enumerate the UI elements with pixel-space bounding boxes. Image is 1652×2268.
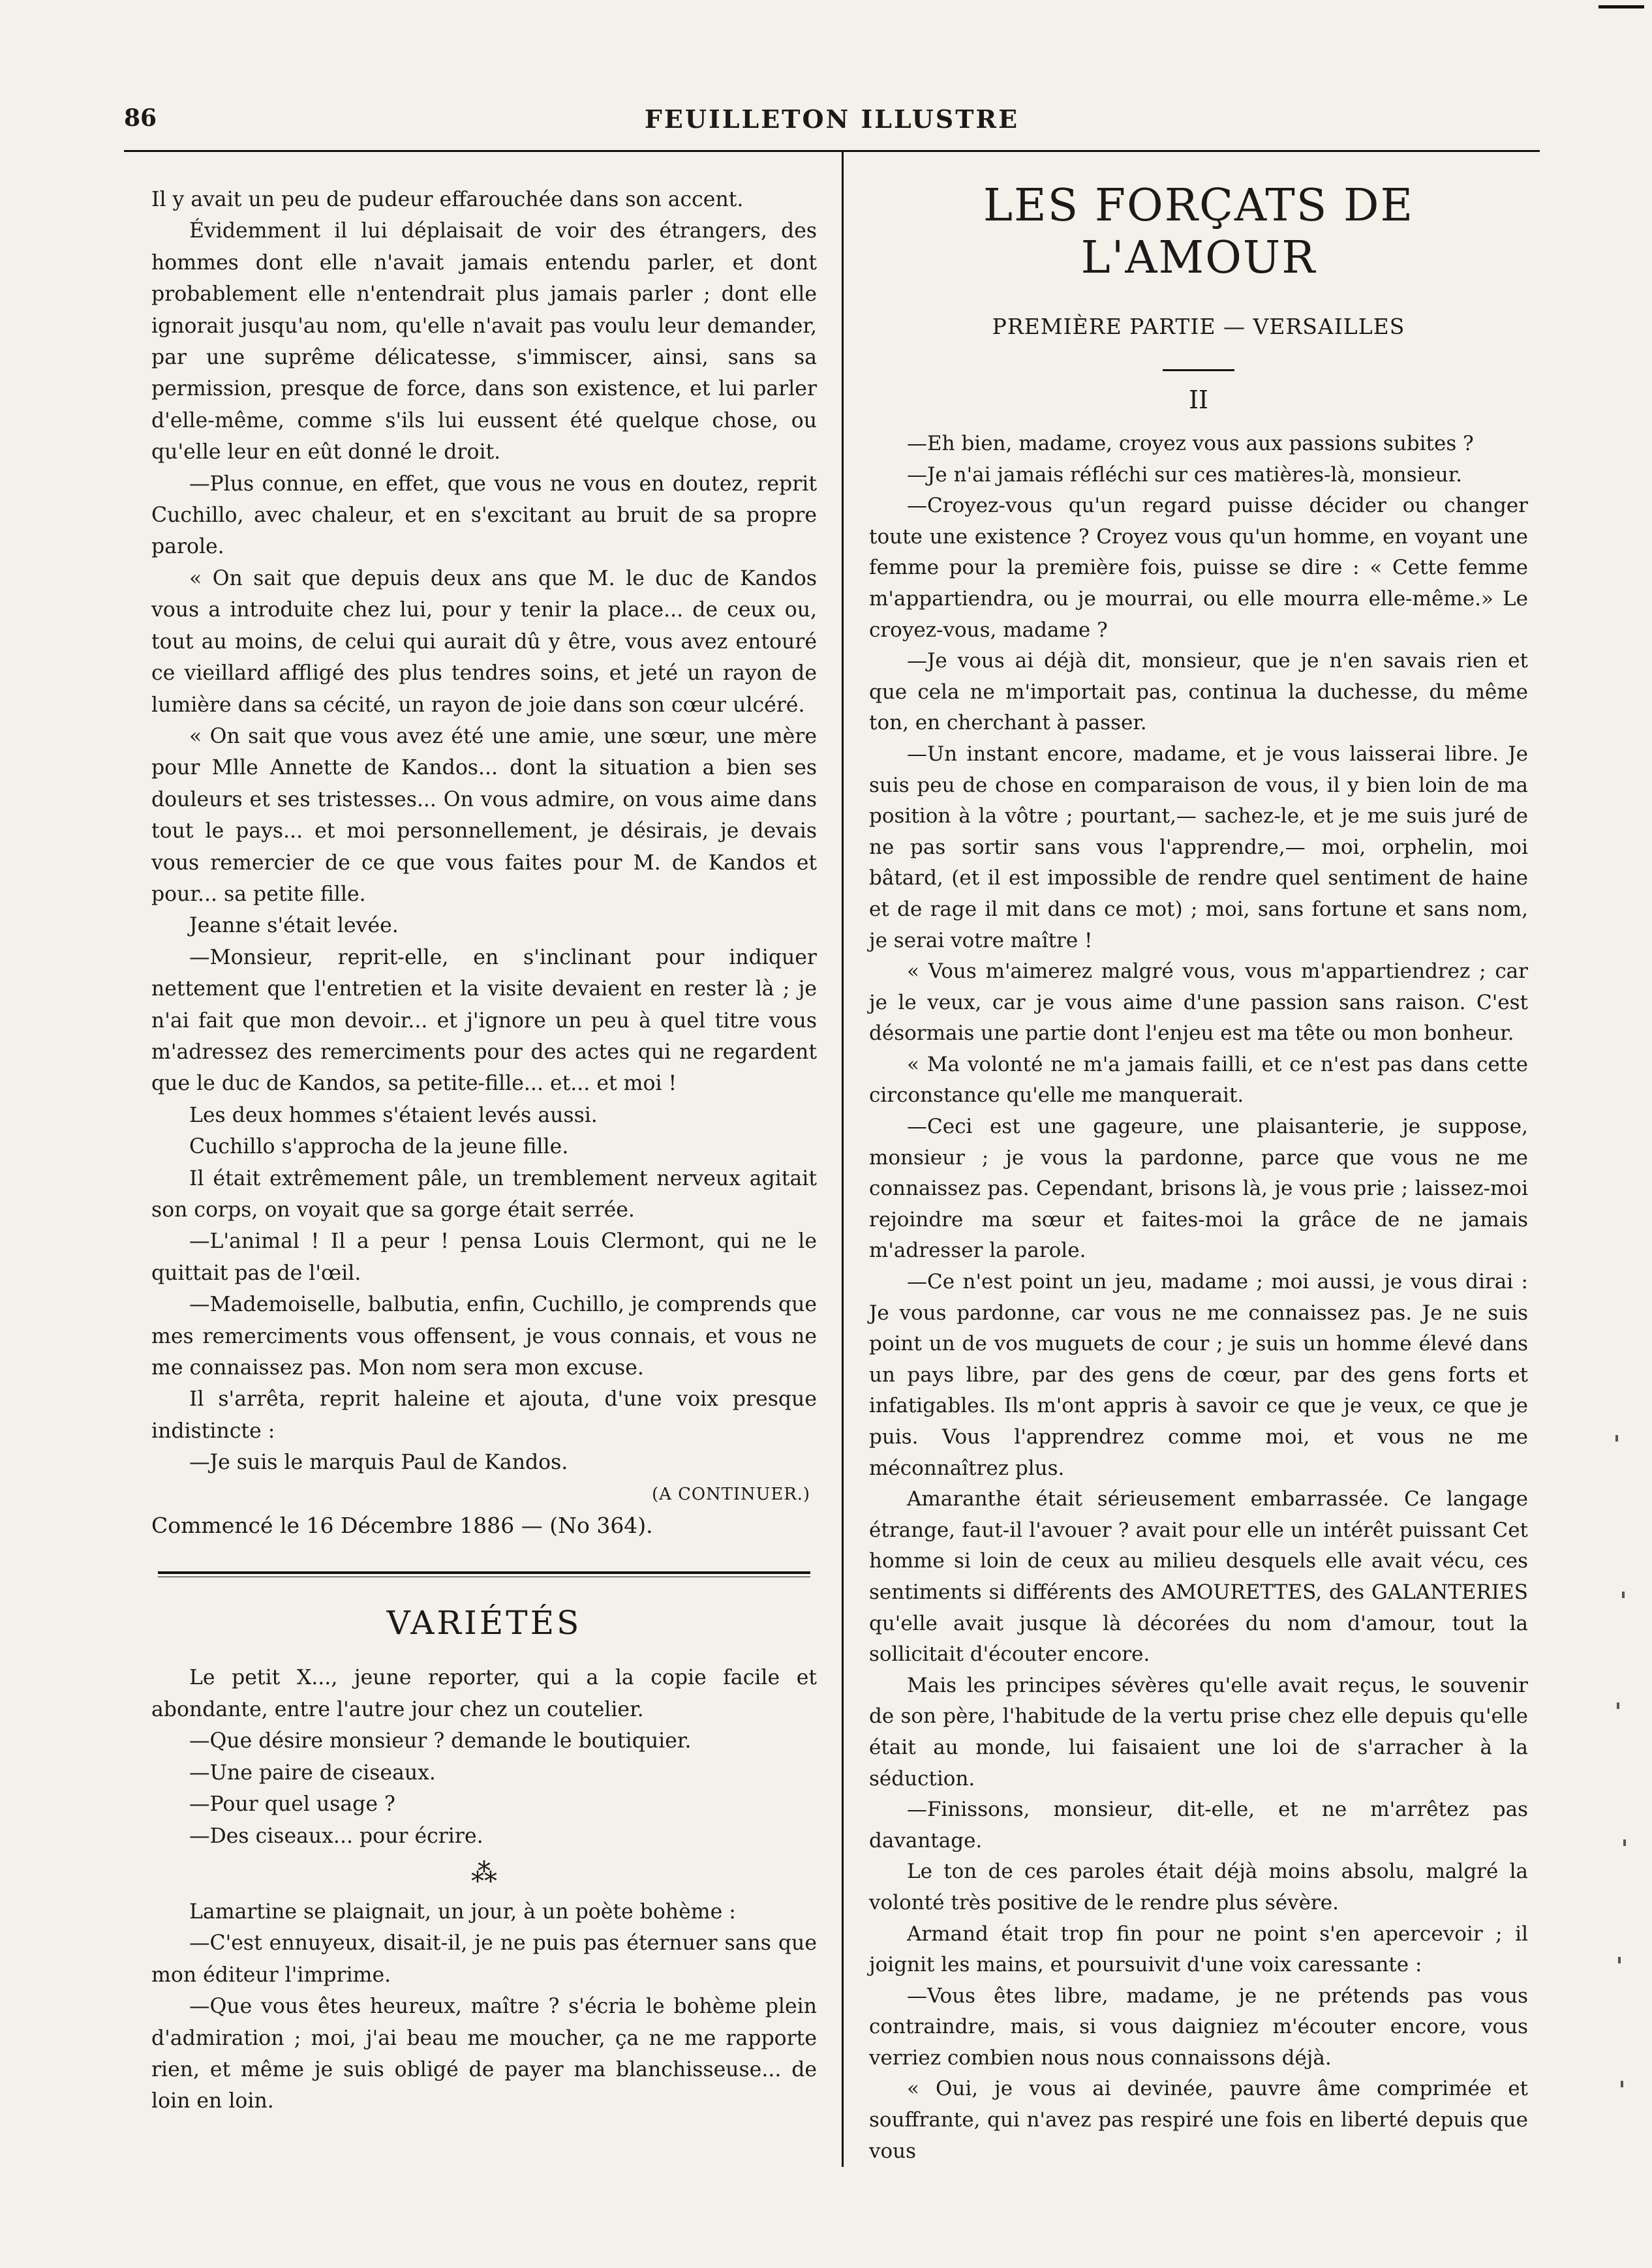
paragraph: —Finissons, monsieur, dit-elle, et ne m'arrêtez pas davantage.: [869, 1798, 1528, 1852]
paragraph: « Vous m'aimerez malgré vous, vous m'appartiendrez ; car je le veux, car je vous aime d'une passion sans raison. C'est désormais une partie dont l'enjeu est ma tête ou mon bonheur.: [869, 960, 1528, 1046]
paragraph: Cuchillo s'approcha de la jeune fille.: [189, 1135, 569, 1159]
paragraph: « Oui, je vous ai devinée, pauvre âme comprimée et souffrante, qui n'avez pas respiré une fois en liberté depuis que vous: [869, 2077, 1528, 2163]
paragraph: —Que vous êtes heureux, maître ? s'écria le bohème plein d'admiration ; moi, j'ai beau me moucher, ça ne me rapporte rien, et même je suis obligé de payer ma blanchisseuse... de loin en loin.: [151, 1995, 817, 2113]
paragraph: —Monsieur, reprit-elle, en s'inclinant pour indiquer nettement que l'entretien et la visite devaient en rester là ; je n'ai fait que mon devoir... et j'ignore un peu à quel titre vous m'adressez des remerciments pour des actes qui ne regardent que le duc de Kandos, sa petite-fille... et... et moi !: [151, 945, 817, 1096]
paragraph: —Ce n'est point un jeu, madame ; moi aussi, je vous dirai : Je vous pardonne, car vous ne me connaissez pas. Je ne suis point un de vos muguets de cour ; je suis un homme élevé dans un pays libre, par des gens de cœur, par des gens forts et infatigables. Ils m'ont appris à savoir ce que je veux, ce que je puis. Vous l'apprendrez comme moi, et vous ne me méconnaîtrez plus.: [869, 1270, 1528, 1480]
chapter-number: II: [1188, 386, 1209, 414]
asterism: ⁂: [471, 1858, 497, 1888]
header-rule: [124, 150, 1540, 152]
paragraph: —Que désire monsieur ? demande le boutiquier.: [189, 1729, 692, 1753]
paragraph: —Mademoiselle, balbutia, enfin, Cuchillo, je comprends que mes remerciments vous offensent, je vous connais, et vous ne me connaissez pas. Mon nom sera mon excuse.: [151, 1293, 817, 1380]
page-number: 86: [124, 104, 157, 132]
paragraph: —Un instant encore, madame, et je vous laisserai libre. Je suis peu de chose en comparaison de vous, il y bien loin de ma position à la vôtre ; pourtant,— sachez-le, et je me suis juré de ne pas sortir sans vous l'apprendre,— moi, orphelin, moi bâtard, (et il est impossible de rendre quel sentiment de haine et de rage il mit dans ce mot) ; moi, sans fortune et sans nom, je serai votre maître !: [869, 742, 1528, 952]
paragraph: —Pour quel usage ?: [189, 1792, 395, 1817]
page-header: [124, 104, 1540, 144]
left-column: [151, 184, 817, 2117]
paragraph: Mais les principes sévères qu'elle avait reçus, le souvenir de son père, l'habitude de la vertu prise chez elle depuis qu'elle était au monde, lui faisaient une loi de s'arracher à la séduction.: [869, 1673, 1528, 1791]
paragraph: Jeanne s'était levée.: [189, 914, 399, 938]
speck: [1615, 1435, 1618, 1442]
paragraph: Le ton de ces paroles était déjà moins absolu, malgré la volonté très positive de le rendre plus sévère.: [869, 1860, 1528, 1914]
speck: [1618, 1957, 1621, 1963]
paragraph: —Eh bien, madame, croyez vous aux passions subites ?: [907, 432, 1474, 455]
paragraph: —Vous êtes libre, madame, je ne prétends pas vous contraindre, mais, si vous daigniez m'écouter encore, vous verriez combien nous nous connaissons déjà.: [869, 1984, 1528, 2070]
paragraph: « Ma volonté ne m'a jamais failli, et ce n'est pas dans cette circonstance qu'elle me manquerait.: [869, 1052, 1528, 1108]
paragraph: Il était extrêmement pâle, un tremblement nerveux agitait son corps, on voyait que sa gorge était serrée.: [151, 1166, 817, 1222]
serial-title: LES FORÇATS DE L'AMOUR: [983, 180, 1415, 284]
paragraph: —Je n'ai jamais réfléchi sur ces matières-là, monsieur.: [907, 462, 1462, 487]
paragraph: Amaranthe était sérieusement embarrassée. Ce langage étrange, faut-il l'avouer ? avait pour elle un intérêt puissant Cet homme si loin de ceux au milieu desquels elle avait vécu, ces sentiments si différents des AMOURETTES, des GALANTERIES qu'elle avait jusque là décorées du nom d'amour, tout la sollicitait d'écouter encore.: [869, 1487, 1528, 1667]
paragraph: —Je vous ai déjà dit, monsieur, que je n'en savais rien et que cela ne m'importait pas, continua la duchesse, du même ton, en cherchant à passer.: [869, 649, 1528, 735]
right-column: [869, 180, 1528, 2167]
paragraph: —C'est ennuyeux, disait-il, je ne puis pas éternuer sans que mon éditeur l'imprime.: [151, 1931, 817, 1987]
corner-mark: [1598, 5, 1644, 15]
paragraph: —L'animal ! Il a peur ! pensa Louis Clermont, qui ne le quittait pas de l'œil.: [151, 1230, 817, 1285]
speck: [1623, 1839, 1626, 1846]
speck: [1621, 2081, 1623, 2087]
paragraph: —Ceci est une gageure, une plaisanterie, je suppose, monsieur ; je vous la pardonne, parce que vous ne me connaissez pas. Cependant, brisons là, je vous prie ; laissez-moi rejoindre ma sœur et faites-moi la grâce de ne jamais m'adresser la parole.: [869, 1115, 1528, 1263]
chapter-rule: [1163, 369, 1234, 371]
paragraph: « On sait que vous avez été une amie, une sœur, une mère pour Mlle Annette de Kandos... dont la situation a bien ses douleurs et ses tristesses... On vous admire, on vous aime dans tout le pays... et moi personnellement, je désirais, je devais vous remercier de ce que vous faites pour M. de Kandos et pour... sa petite fille.: [151, 724, 817, 906]
paragraph: Il s'arrêta, reprit haleine et ajouta, d'une voix presque indistincte :: [151, 1387, 817, 1443]
paragraph: « On sait que depuis deux ans que M. le duc de Kandos vous a introduite chez lui, pour y tenir la place... de ceux ou, tout au moins, de celui qui aurait dû y être, vous avez entouré ce vieillard affligé des plus tendres soins, et jeté un rayon de lumière dans sa cécité, un rayon de joie dans son cœur ulcéré.: [151, 566, 817, 717]
section-separator: [158, 1571, 810, 1577]
to-be-continued: (A CONTINUER.): [652, 1484, 810, 1504]
paragraph: —Une paire de ciseaux.: [189, 1761, 436, 1785]
paragraph: —Croyez-vous qu'un regard puisse décider ou changer toute une existence ? Croyez vous qu'un homme, en voyant une femme pour la première fois, puisse se dire : « Cette femme m'appartiendra, ou je mourrai, ou elle mourra elle-même.» Le croyez-vous, madame ?: [869, 494, 1528, 642]
column-divider: [842, 151, 844, 2167]
speck: [1617, 1702, 1619, 1709]
paragraph: Évidemment il lui déplaisait de voir des étrangers, des hommes dont elle n'avait jamais entendu parler, et dont probablement elle n'entendrait plus jamais parler ; dont elle ignorait jusqu'au nom, qu'elle n'avait pas voulu leur demander, par une suprême délicatesse, s'immiscer, ainsi, sans sa permission, presque de force, dans son existence, et lui parler d'elle-même, comme s'ils lui eussent été quelque chose, ou qu'elle leur en eût donné le droit.: [151, 219, 817, 464]
speck: [1622, 1592, 1625, 1598]
paragraph: Le petit X..., jeune reporter, qui a la copie facile et abondante, entre l'autre jour chez un coutelier.: [151, 1666, 817, 1721]
paragraph: Lamartine se plaignait, un jour, à un poète bohème :: [189, 1899, 736, 1924]
margin-specks: [1613, 1422, 1632, 2205]
paragraph: Il y avait un peu de pudeur effarouchée dans son accent.: [151, 188, 744, 211]
paragraph: —Plus connue, en effet, que vous ne vous en doutez, reprit Cuchillo, avec chaleur, et en s'excitant au bruit de sa propre parole.: [151, 472, 817, 559]
varietes-title: VARIÉTÉS: [386, 1604, 582, 1642]
paragraph: Armand était trop fin pour ne point s'en apercevoir ; il joignit les mains, et poursuivit d'une voix caressante :: [869, 1922, 1528, 1977]
journal-title: FEUILLETON ILLUSTRE: [644, 104, 1020, 134]
commenced-note: Commencé le 16 Décembre 1886 — (No 364).: [151, 1513, 653, 1539]
paragraph: Les deux hommes s'étaient levés aussi.: [189, 1103, 598, 1127]
paragraph: —Des ciseaux... pour écrire.: [189, 1824, 483, 1848]
part-heading: PREMIÈRE PARTIE — VERSAILLES: [992, 314, 1405, 339]
paragraph: —Je suis le marquis Paul de Kandos.: [189, 1451, 568, 1475]
